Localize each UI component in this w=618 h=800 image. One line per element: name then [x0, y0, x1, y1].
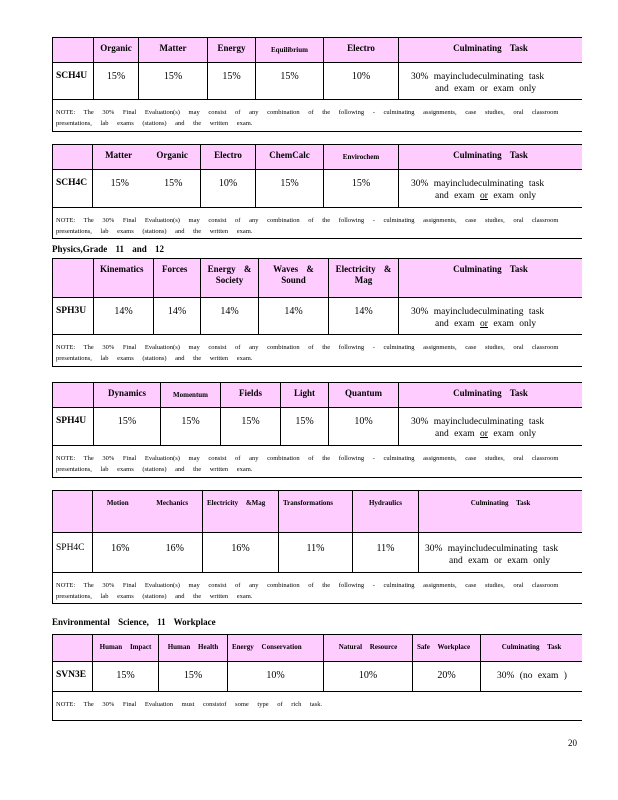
header-cell-culminating: Culminating Task: [470, 499, 531, 507]
culminating-line1: mayincludeculminating task: [433, 417, 545, 427]
culminating-cell: [419, 533, 582, 572]
header-cell: Fields: [221, 383, 281, 407]
weight-cell: 14%: [154, 298, 201, 334]
note-row: NOTE: The 30% Final Evaluation(s) may consist of any combination of the following - culminating assignments, case studies, oral classroom presentations, lab exams (stations) and the written exam.: [56, 455, 559, 473]
header-cell: ChemCalc: [256, 145, 324, 169]
weight-cell: 10%: [324, 63, 399, 99]
page-number: 20: [568, 738, 577, 748]
header-cell: Matter: [105, 150, 133, 160]
weight-cell: 14%: [201, 298, 259, 334]
header-cell: Mechanics: [156, 499, 189, 507]
weight-cell: 20%: [413, 662, 481, 691]
header-cell-pair: [93, 145, 201, 169]
corner-cell: [53, 259, 94, 297]
course-code: SCH4C: [53, 170, 93, 207]
data-row: [53, 298, 582, 335]
data-row: [53, 408, 582, 446]
culminating-pct: 30%: [425, 544, 443, 554]
weight-cell: 15%: [256, 63, 324, 99]
header-row: [53, 383, 582, 408]
weight-cell: 16%: [203, 533, 279, 572]
table-sph3u: [52, 258, 582, 367]
course-code: SCH4U: [53, 63, 94, 99]
culminating-pct: 30%: [497, 671, 515, 681]
header-cell: Envirochem: [324, 145, 399, 169]
culminating-line1: mayincludeculminating task: [433, 179, 545, 189]
header-cell: Kinematics: [94, 259, 154, 297]
header-row: [53, 259, 582, 298]
weight-cell: 14%: [94, 298, 154, 334]
culminating-pct: 30%: [411, 417, 429, 427]
section-title-physics: Physics,Grade 11 and 12: [52, 244, 165, 254]
culminating-text: exam only: [493, 429, 537, 439]
header-cell-pair: [93, 491, 203, 532]
header-cell: Natural Resource: [324, 635, 413, 661]
corner-cell: [53, 145, 93, 169]
culminating-pct: 30%: [411, 72, 429, 82]
culminating-text: and exam: [435, 319, 475, 329]
header-row: [53, 635, 582, 662]
header-cell: Motion: [106, 499, 129, 507]
note-row: NOTE: The 30% Final Evaluation(s) may consist of any combination of the following - culminating assignments, case studies, oral classroom presentations, lab exams (stations) and the written exam.: [56, 344, 559, 362]
weight-cell: 15%: [164, 178, 183, 189]
header-cell: Energy Conservation: [228, 635, 324, 661]
header-cell: Organic: [94, 38, 139, 62]
course-code: SPH4U: [53, 408, 94, 445]
header-cell-culminating: Culminating Task: [453, 150, 528, 160]
culminating-pct: 30%: [411, 307, 429, 317]
header-cell: Dynamics: [94, 383, 161, 407]
header-cell: Transformations: [279, 491, 353, 532]
table-sch4u: [52, 37, 582, 132]
data-row: [53, 533, 582, 573]
header-cell: Electricity &Mag: [203, 491, 279, 532]
header-cell: Light: [281, 383, 329, 407]
culminating-text: exam only: [493, 319, 537, 329]
weight-cell: 15%: [208, 63, 256, 99]
weight-cell: 10%: [228, 662, 324, 691]
data-row: [53, 662, 582, 692]
header-cell: Forces: [154, 259, 201, 297]
culminating-or: or: [480, 84, 488, 94]
header-cell: Electricity & Mag: [329, 259, 399, 297]
weight-cell: 15%: [324, 170, 399, 207]
header-cell-culminating: Culminating Task: [453, 388, 528, 398]
culminating-text: exam only: [507, 556, 551, 566]
header-cell-culminating: Culminating Task: [501, 643, 562, 651]
weight-cell: 14%: [329, 298, 399, 334]
header-row: [53, 145, 582, 170]
weight-cell-pair: [93, 170, 201, 207]
culminating-or: or: [480, 191, 488, 201]
header-cell: Human Health: [159, 635, 228, 661]
culminating-cell: [399, 170, 582, 207]
header-cell: Hydraulics: [353, 491, 419, 532]
weight-cell: 10%: [201, 170, 256, 207]
course-code: SPH4C: [53, 533, 93, 572]
culminating-text: and exam: [435, 84, 475, 94]
header-row: [53, 38, 582, 63]
weight-cell: 15%: [256, 170, 324, 207]
weight-cell: 16%: [165, 543, 184, 554]
header-cell-culminating: Culminating Task: [453, 43, 528, 53]
table-sph4u: [52, 382, 582, 478]
corner-cell: [53, 38, 94, 62]
header-cell: Waves & Sound: [259, 259, 329, 297]
header-cell: Quantum: [329, 383, 399, 407]
culminating-line2: [411, 428, 582, 440]
weight-cell: 15%: [93, 662, 159, 691]
header-cell: Momentum: [161, 383, 221, 407]
data-row: [53, 170, 582, 208]
culminating-line1: mayincludeculminating task: [447, 544, 559, 554]
corner-cell: [53, 635, 93, 661]
weight-cell: 16%: [111, 543, 130, 554]
note-row: NOTE: The 30% Final Evaluation(s) may consist of any combination of the following - culminating assignments, case studies, oral classroom presentations, lab exams (stations) and the written exam.: [56, 217, 559, 235]
course-code: SPH3U: [53, 298, 94, 334]
weight-cell: 15%: [139, 63, 208, 99]
data-row: [53, 63, 582, 100]
culminating-text: exam only: [493, 191, 537, 201]
culminating-text: (no exam ): [519, 671, 567, 681]
culminating-cell: [399, 298, 582, 334]
course-code: SVN3E: [53, 662, 93, 691]
note-row: NOTE: The 30% Final Evaluation must consistof some type of rich task.: [56, 701, 323, 708]
weight-cell-pair: [93, 533, 203, 572]
culminating-or: or: [480, 429, 488, 439]
culminating-line1: mayincludeculminating task: [433, 307, 545, 317]
weight-cell: 15%: [221, 408, 281, 445]
culminating-line1: mayincludeculminating task: [433, 72, 545, 82]
note-row: NOTE: The 30% Final Evaluation(s) may consist of any combination of the following - culminating assignments, case studies, oral classroom presentations, lab exams (stations) and the written exam.: [56, 582, 559, 600]
header-cell: Energy & Society: [201, 259, 259, 297]
corner-cell: [53, 491, 93, 532]
culminating-cell: [399, 63, 582, 99]
weight-cell: 11%: [353, 533, 419, 572]
weight-cell: 15%: [94, 408, 161, 445]
weight-cell: 15%: [110, 178, 129, 189]
culminating-line2: [425, 555, 582, 567]
culminating-text: and exam: [435, 191, 475, 201]
culminating-line2: [411, 318, 582, 330]
weight-cell: 15%: [161, 408, 221, 445]
header-cell: Safe Workplace: [413, 635, 481, 661]
weight-cell: 15%: [94, 63, 139, 99]
corner-cell: [53, 383, 94, 407]
section-title-environmental: Environmental Science, 11 Workplace: [52, 617, 216, 627]
header-cell: Matter: [139, 38, 208, 62]
header-row: [53, 491, 582, 533]
weight-cell: 10%: [329, 408, 399, 445]
weight-cell: 15%: [159, 662, 228, 691]
table-svn3e: [52, 634, 582, 721]
header-cell: Electro: [201, 145, 256, 169]
header-cell: Human Impact: [93, 635, 159, 661]
weight-cell: 14%: [259, 298, 329, 334]
culminating-text: exam only: [493, 84, 537, 94]
table-sch4c: [52, 144, 582, 239]
header-cell-culminating: Culminating Task: [453, 264, 528, 274]
culminating-text: and exam: [449, 556, 489, 566]
weight-cell: 11%: [279, 533, 353, 572]
header-cell: Equilibrium: [256, 38, 324, 62]
note-row: NOTE: The 30% Final Evaluation(s) may consist of any combination of the following - culminating assignments, case studies, oral classroom presentations, lab exams (stations) and the written exam.: [56, 109, 559, 127]
culminating-or: or: [494, 556, 502, 566]
weight-cell: 15%: [281, 408, 329, 445]
header-cell: Organic: [156, 150, 188, 160]
culminating-text: and exam: [435, 429, 475, 439]
header-cell: Electro: [324, 38, 399, 62]
culminating-cell: [399, 408, 582, 445]
weight-cell: 10%: [324, 662, 413, 691]
header-cell: Energy: [208, 38, 256, 62]
culminating-line2: [411, 190, 582, 202]
culminating-or: or: [480, 319, 488, 329]
table-sph4c: [52, 490, 582, 604]
culminating-cell: [481, 662, 582, 691]
culminating-line2: [411, 83, 582, 95]
culminating-pct: 30%: [411, 179, 429, 189]
